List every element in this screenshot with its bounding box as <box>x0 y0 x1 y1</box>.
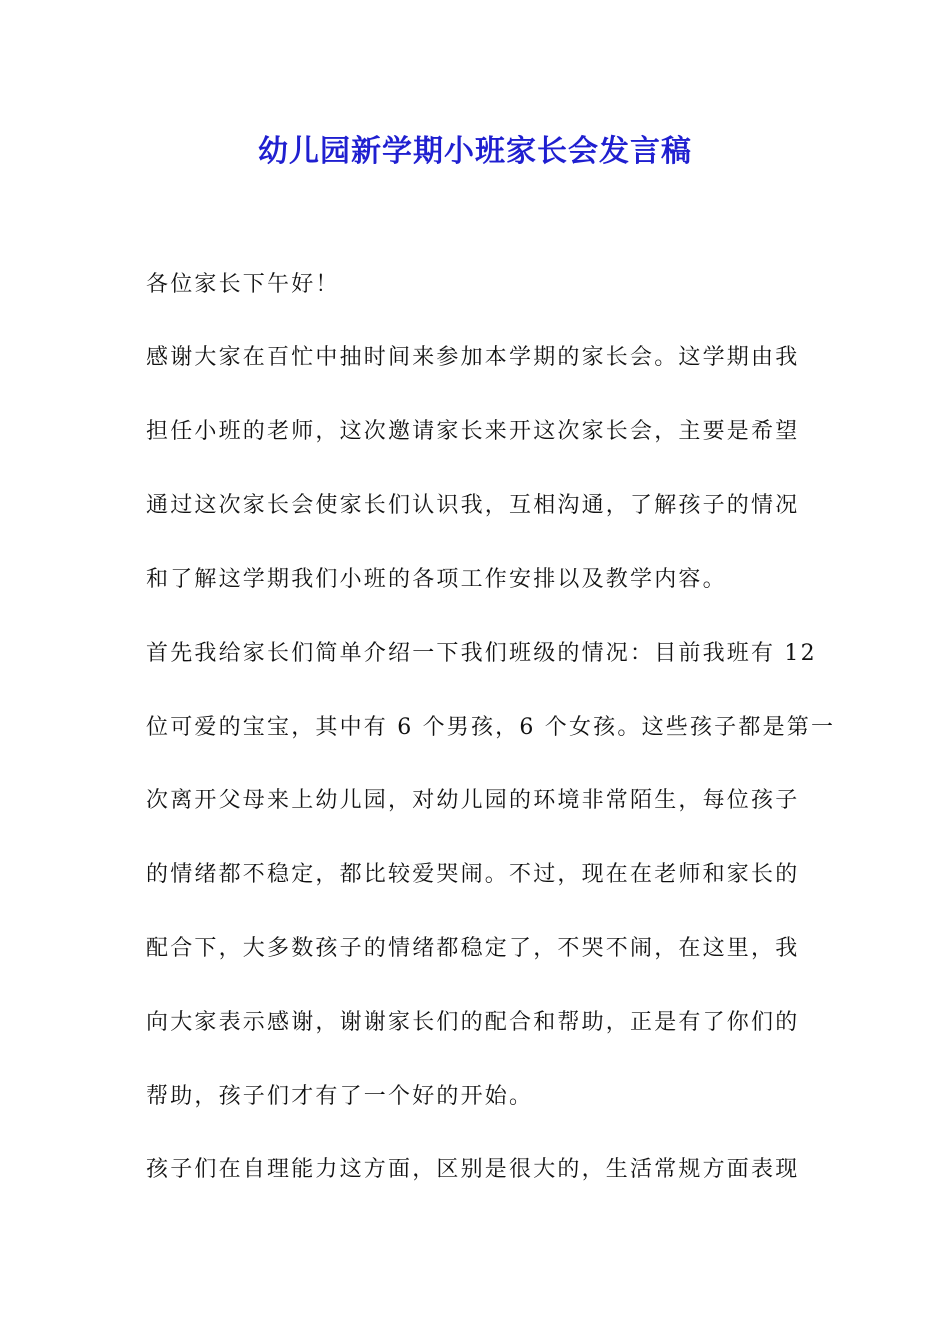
paragraph-line: 和了解这学期我们小班的各项工作安排以及教学内容。 <box>146 567 727 592</box>
paragraph-line: 担任小班的老师，这次邀请家长来开这次家长会，主要是希望 <box>146 419 800 444</box>
paragraph-line: 首先我给家长们简单介绍一下我们班级的情况：目前我班有 12 <box>146 641 817 666</box>
paragraph-line: 向大家表示感谢，谢谢家长们的配合和帮助，正是有了你们的 <box>146 1010 800 1035</box>
paragraph-line: 位可爱的宝宝，其中有 6 个男孩，6 个女孩。这些孩子都是第一 <box>146 715 836 740</box>
paragraph-line: 孩子们在自理能力这方面，区别是很大的，生活常规方面表现 <box>146 1157 800 1182</box>
paragraph-line: 次离开父母来上幼儿园，对幼儿园的环境非常陌生，每位孩子 <box>146 788 800 813</box>
paragraph-line: 配合下，大多数孩子的情绪都稳定了，不哭不闹，在这里，我 <box>146 936 800 961</box>
greeting-line: 各位家长下午好！ <box>146 272 340 297</box>
paragraph-line: 帮助，孩子们才有了一个好的开始。 <box>146 1084 534 1109</box>
paragraph-line: 通过这次家长会使家长们认识我，互相沟通，了解孩子的情况 <box>146 493 800 518</box>
document-title: 幼儿园新学期小班家长会发言稿 <box>258 134 692 169</box>
paragraph-line: 的情绪都不稳定，都比较爱哭闹。不过，现在在老师和家长的 <box>146 862 800 887</box>
paragraph-line: 感谢大家在百忙中抽时间来参加本学期的家长会。这学期由我 <box>146 345 800 370</box>
